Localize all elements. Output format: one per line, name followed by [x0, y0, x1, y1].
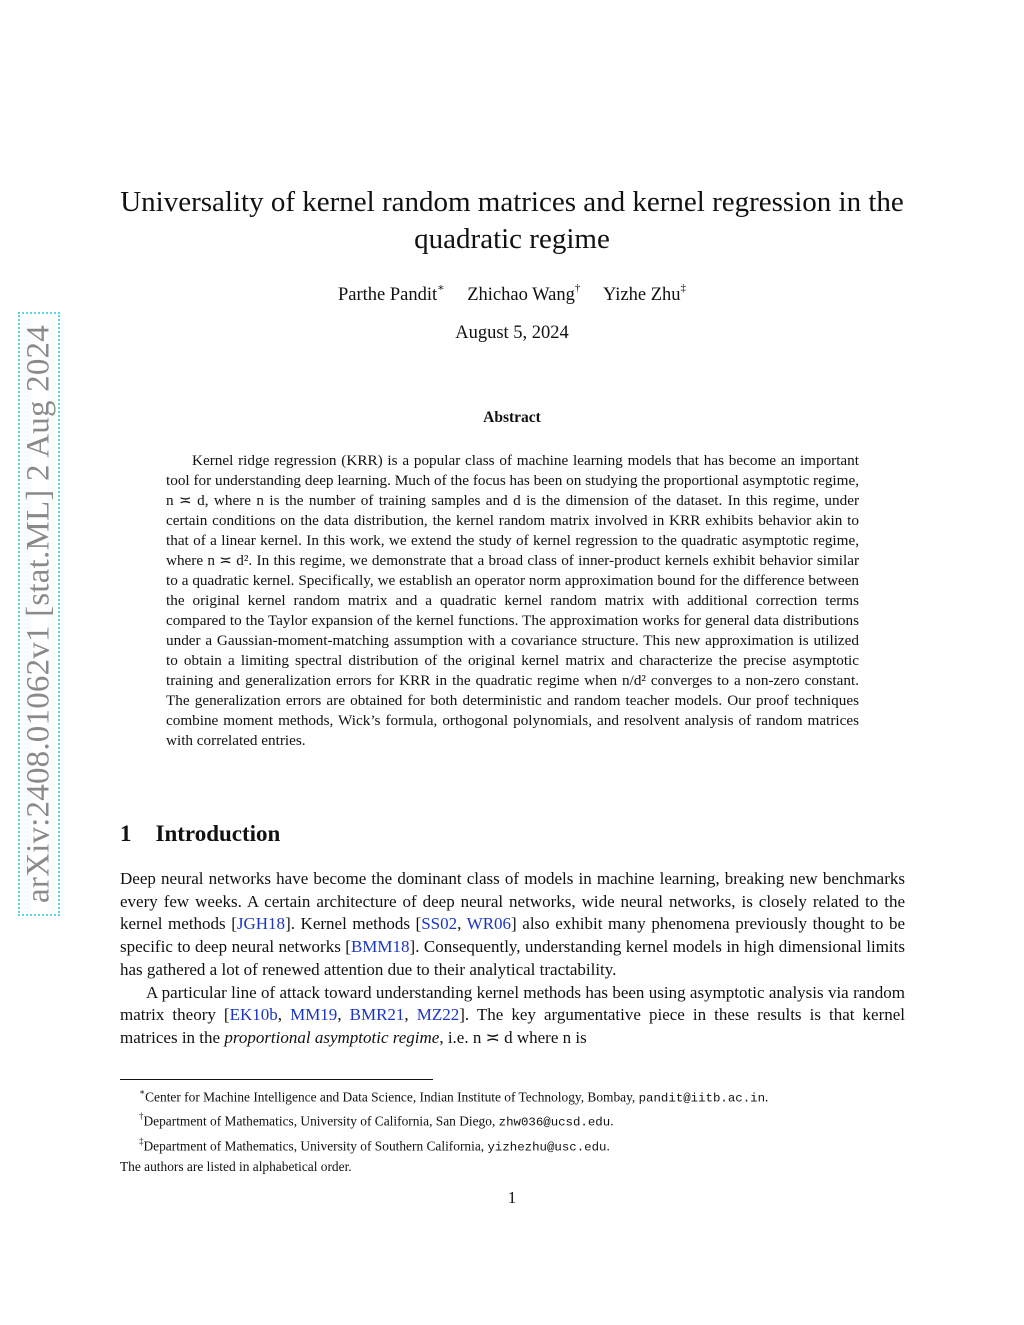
- citation-link[interactable]: MM19: [290, 1005, 338, 1025]
- footnote-divider: [120, 1079, 433, 1080]
- footnote-author-order: The authors are listed in alphabetical order.: [120, 1159, 352, 1175]
- author-2: [467, 282, 581, 306]
- footnote-mark: ∗: [139, 1087, 146, 1097]
- email-address: pandit@iitb.ac.in: [638, 1091, 766, 1106]
- arxiv-identifier: arXiv:2408.01062v1 [stat.ML] 2 Aug 2024: [20, 325, 57, 903]
- footnote-3: [120, 1133, 920, 1157]
- paragraph-text: ]. Consequently, understanding kernel models in high dimensional limits has gathered a lot of renewed attention due to their analytical tractability.: [120, 937, 905, 979]
- publication-date: August 5, 2024: [455, 323, 569, 343]
- paragraph: [120, 868, 905, 982]
- footnote-text: Department of Mathematics, University of California, San Diego,: [143, 1113, 499, 1129]
- author-3: [602, 282, 687, 306]
- paragraph-text: ]. The key argumentative piece in these results is that kernel matrices in the: [120, 1005, 906, 1047]
- paragraph: [120, 982, 905, 1050]
- footnotes: [120, 1084, 920, 1176]
- citation-link[interactable]: EK10b: [229, 1005, 278, 1025]
- paragraph-text: ] also exhibit many phenomena previously thought to be specific to deep neural networks [: [120, 914, 905, 957]
- paragraph-text: , i.e. n ≍ d where n is: [439, 1027, 587, 1047]
- paragraph-text: ,: [337, 1005, 350, 1025]
- emphasis-text: proportional asymptotic regime: [224, 1027, 440, 1047]
- paragraph-text: A particular line of attack toward understanding kernel methods has been using asymptotic analysis via random matrix theory [: [120, 982, 905, 1025]
- author-1: [337, 282, 445, 306]
- paragraph-text: ,: [457, 914, 467, 934]
- email-address: zhw036@ucsd.edu: [498, 1115, 611, 1130]
- author-name: Yizhe Zhu: [602, 285, 681, 306]
- citation-link[interactable]: BMM18: [350, 937, 410, 957]
- citation-link[interactable]: WR06: [466, 914, 512, 934]
- footnote-text: Center for Machine Intelligence and Data Science, Indian Institute of Technology, Bombay,: [145, 1089, 639, 1105]
- citation-link[interactable]: MZ22: [416, 1005, 460, 1025]
- citation-link[interactable]: JGH18: [236, 914, 286, 934]
- footnote-punctuation: .: [765, 1089, 769, 1105]
- author-list: [100, 283, 924, 306]
- footnote-mark: †: [139, 1111, 144, 1122]
- footnote-2: [120, 1108, 920, 1132]
- abstract-heading: Abstract: [483, 409, 541, 426]
- email-address: yizhezhu@usc.edu: [487, 1140, 607, 1155]
- abstract-body: Kernel ridge regression (KRR) is a popular class of machine learning models that has become an important tool for understanding deep learning. Much of the focus has been on studying the proportional asymptotic regime, n ≍ d, where n is the number of training samples and d is the dimension of the dataset. In this regime, under certain conditions on the data distribution, the kernel random matrix involved in KRR exhibits behavior akin to that of a linear kernel. In this work, we extend the study of kernel regression to the quadratic asymptotic regime, where n ≍ d². In this regime, we demonstrate that a broad class of inner-product kernels exhibit behavior similar to a quadratic kernel. Specifically, we establish an operator norm approximation bound for the difference between the original kernel random matrix and a quadratic kernel random matrix with additional correction terms compared to the Taylor expansion of the kernel functions. The approximation works for general data distributions under a Gaussian-moment-matching assumption with a covariance structure. This new approximation is utilized to obtain a limiting spectral distribution of the original kernel matrix and characterize the precise asymptotic training and generalization errors for KRR in the quadratic regime when n/d² converges to a non-zero constant. The generalization errors are obtained for both deterministic and random teacher models. Our proof techniques combine moment methods, Wick’s formula, orthogonal polynomials, and resolvent analysis of random matrices with correlated entries.: [166, 452, 859, 749]
- paragraph-text: ,: [277, 1005, 291, 1025]
- footnote-1: [120, 1084, 920, 1108]
- author-footnote-mark: †: [574, 282, 581, 294]
- paper-title: Universality of kernel random matrices and kernel regression in the quadratic regime: [120, 186, 904, 255]
- paragraph-text: ,: [404, 1005, 417, 1025]
- section-number: 1: [120, 821, 132, 846]
- author-name: Parthe Pandit: [337, 285, 438, 306]
- arxiv-identifier-stamp: [18, 312, 60, 916]
- footnote-mark: ‡: [139, 1135, 144, 1146]
- paragraph-text: ]. Kernel methods [: [285, 914, 422, 934]
- author-footnote-mark: ‡: [680, 282, 687, 294]
- citation-link[interactable]: SS02: [421, 914, 458, 934]
- introduction-body: [120, 868, 905, 1050]
- footnote-punctuation: .: [610, 1113, 614, 1129]
- author-footnote-mark: ∗: [437, 282, 445, 294]
- citation-link[interactable]: BMR21: [349, 1005, 405, 1025]
- page-number: 1: [507, 1188, 517, 1207]
- section-heading: [120, 821, 280, 847]
- paragraph-text: Deep neural networks have become the dominant class of models in machine learning, breaking new benchmarks every few weeks. A certain architecture of deep neural networks, wide neural networks, is closely related to the kernel methods [: [120, 869, 905, 934]
- author-name: Zhichao Wang: [467, 285, 575, 306]
- footnote-text: Department of Mathematics, University of Southern California,: [143, 1138, 488, 1154]
- section-title: Introduction: [155, 821, 281, 846]
- footnote-punctuation: .: [606, 1138, 610, 1154]
